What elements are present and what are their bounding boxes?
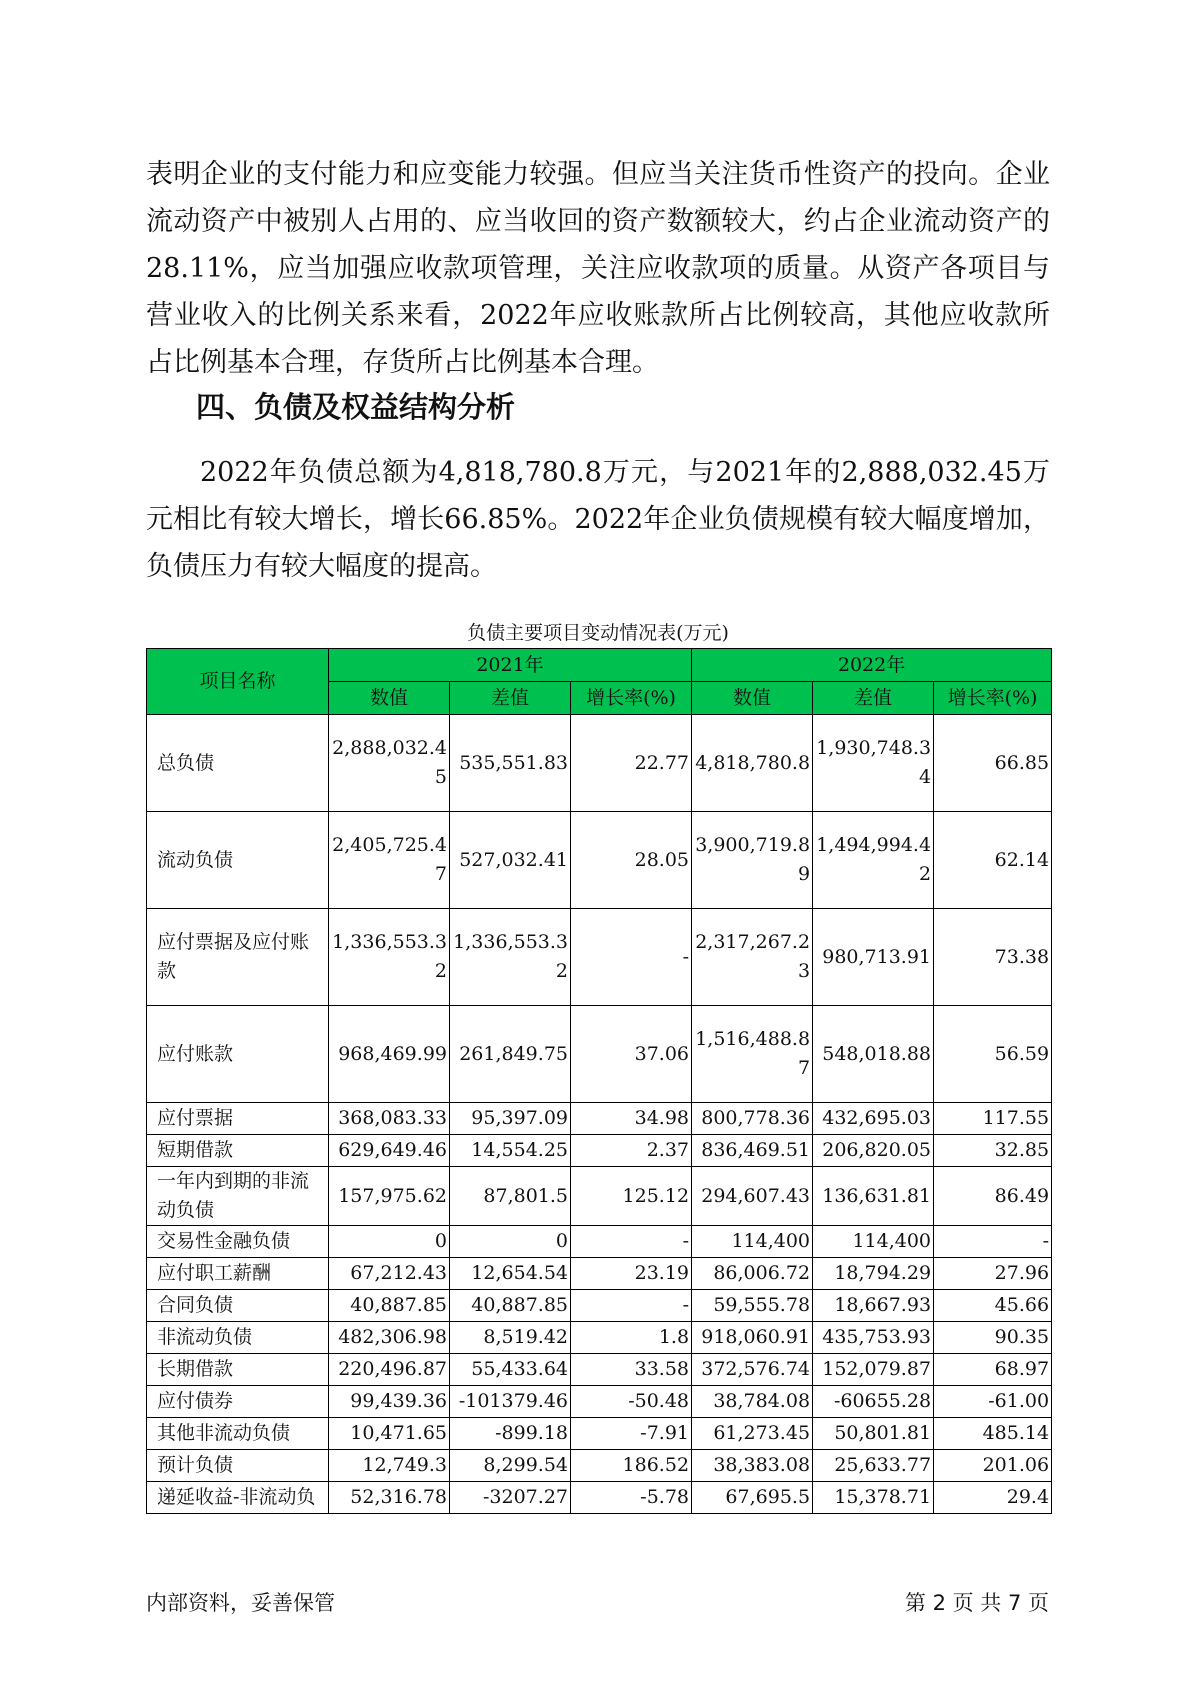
footer-confidential: 内部资料，妥善保管: [146, 1591, 335, 1615]
row-label: 一年内到期的非流动负债: [147, 1167, 329, 1226]
header-year-2021: 2021年: [329, 649, 692, 682]
cell-d1: -899.18: [450, 1418, 571, 1450]
cell-r2: 68.97: [934, 1354, 1052, 1386]
cell-v1: 368,083.33: [329, 1103, 450, 1135]
cell-r1: -: [571, 1290, 692, 1322]
cell-v1: 67,212.43: [329, 1258, 450, 1290]
cell-d2: -60655.28: [813, 1386, 934, 1418]
header-value-2021: 数值: [329, 682, 450, 715]
row-label: 交易性金融负债: [147, 1226, 329, 1258]
row-label: 总负债: [147, 715, 329, 812]
cell-v1: 99,439.36: [329, 1386, 450, 1418]
cell-d2: 136,631.81: [813, 1167, 934, 1226]
cell-r2: -: [934, 1226, 1052, 1258]
paragraph-liability-summary: 2022年负债总额为4,818,780.8万元，与2021年的2,888,032.45万元相比有较大增长，增长66.85%。2022年企业负债规模有较大幅度增加，负债压力有较大幅度的提高。: [146, 457, 1050, 582]
cell-v1: 1,336,553.32: [329, 909, 450, 1006]
cell-d1: 8,519.42: [450, 1322, 571, 1354]
cell-v1: 968,469.99: [329, 1006, 450, 1103]
cell-d1: -3207.27: [450, 1482, 571, 1514]
cell-r1: 2.37: [571, 1135, 692, 1167]
row-label: 流动负债: [147, 812, 329, 909]
cell-d1: 40,887.85: [450, 1290, 571, 1322]
cell-d2: 15,378.71: [813, 1482, 934, 1514]
row-label: 短期借款: [147, 1135, 329, 1167]
cell-r2: 29.4: [934, 1482, 1052, 1514]
table-body: [147, 715, 1052, 1514]
cell-r1: -7.91: [571, 1418, 692, 1450]
cell-d1: 0: [450, 1226, 571, 1258]
cell-d2: 25,633.77: [813, 1450, 934, 1482]
cell-r1: 28.05: [571, 812, 692, 909]
cell-d1: 95,397.09: [450, 1103, 571, 1135]
cell-v1: 40,887.85: [329, 1290, 450, 1322]
cell-d2: 114,400: [813, 1226, 934, 1258]
cell-r1: 37.06: [571, 1006, 692, 1103]
table-row: [147, 1322, 1052, 1354]
cell-d1: 55,433.64: [450, 1354, 571, 1386]
cell-r2: 45.66: [934, 1290, 1052, 1322]
cell-v1: 629,649.46: [329, 1135, 450, 1167]
header-diff-2022: 差值: [813, 682, 934, 715]
cell-r1: 23.19: [571, 1258, 692, 1290]
row-label: 合同负债: [147, 1290, 329, 1322]
row-label: 应付职工薪酬: [147, 1258, 329, 1290]
cell-d1: 261,849.75: [450, 1006, 571, 1103]
cell-r1: -5.78: [571, 1482, 692, 1514]
cell-r2: -61.00: [934, 1386, 1052, 1418]
cell-v2: 61,273.45: [692, 1418, 813, 1450]
cell-d2: 18,794.29: [813, 1258, 934, 1290]
cell-v2: 4,818,780.8: [692, 715, 813, 812]
cell-r1: 186.52: [571, 1450, 692, 1482]
table-row: [147, 1167, 1052, 1226]
cell-v2: 836,469.51: [692, 1135, 813, 1167]
cell-r2: 90.35: [934, 1322, 1052, 1354]
cell-v2: 372,576.74: [692, 1354, 813, 1386]
cell-v2: 38,784.08: [692, 1386, 813, 1418]
cell-v2: 1,516,488.87: [692, 1006, 813, 1103]
cell-v1: 482,306.98: [329, 1322, 450, 1354]
cell-d1: 1,336,553.32: [450, 909, 571, 1006]
row-label: 应付票据: [147, 1103, 329, 1135]
cell-v2: 800,778.36: [692, 1103, 813, 1135]
cell-r2: 86.49: [934, 1167, 1052, 1226]
cell-d1: 87,801.5: [450, 1167, 571, 1226]
table-row: [147, 1135, 1052, 1167]
cell-d1: -101379.46: [450, 1386, 571, 1418]
table-row: [147, 1258, 1052, 1290]
cell-r1: -50.48: [571, 1386, 692, 1418]
cell-d1: 535,551.83: [450, 715, 571, 812]
cell-v2: 2,317,267.23: [692, 909, 813, 1006]
cell-r1: 1.8: [571, 1322, 692, 1354]
cell-d2: 152,079.87: [813, 1354, 934, 1386]
cell-d1: 527,032.41: [450, 812, 571, 909]
cell-r2: 66.85: [934, 715, 1052, 812]
header-value-2022: 数值: [692, 682, 813, 715]
header-rate-2022: 增长率(%): [934, 682, 1052, 715]
cell-d1: 12,654.54: [450, 1258, 571, 1290]
row-label: 递延收益-非流动负: [147, 1482, 329, 1514]
row-label: 应付账款: [147, 1006, 329, 1103]
cell-r2: 56.59: [934, 1006, 1052, 1103]
cell-r2: 117.55: [934, 1103, 1052, 1135]
table-row: [147, 1354, 1052, 1386]
cell-v2: 67,695.5: [692, 1482, 813, 1514]
table-row: [147, 909, 1052, 1006]
cell-v2: 38,383.08: [692, 1450, 813, 1482]
cell-r2: 485.14: [934, 1418, 1052, 1450]
cell-v1: 52,316.78: [329, 1482, 450, 1514]
row-label: 非流动负债: [147, 1322, 329, 1354]
row-label: 应付票据及应付账款: [147, 909, 329, 1006]
table-row: [147, 1450, 1052, 1482]
header-rate-2021: 增长率(%): [571, 682, 692, 715]
cell-d2: 432,695.03: [813, 1103, 934, 1135]
cell-r2: 32.85: [934, 1135, 1052, 1167]
cell-r2: 62.14: [934, 812, 1052, 909]
cell-d2: 548,018.88: [813, 1006, 934, 1103]
cell-r1: 33.58: [571, 1354, 692, 1386]
cell-d2: 435,753.93: [813, 1322, 934, 1354]
cell-r1: 125.12: [571, 1167, 692, 1226]
section-heading: 四、负债及权益结构分析: [196, 390, 516, 424]
table-row: [147, 1103, 1052, 1135]
row-label: 预计负债: [147, 1450, 329, 1482]
footer-page-number: 第 2 页 共 7 页: [904, 1591, 1049, 1615]
cell-r2: 27.96: [934, 1258, 1052, 1290]
table-row: [147, 1290, 1052, 1322]
liability-table: [146, 648, 1052, 1514]
cell-v1: 0: [329, 1226, 450, 1258]
cell-v1: 12,749.3: [329, 1450, 450, 1482]
cell-v2: 86,006.72: [692, 1258, 813, 1290]
cell-d2: 50,801.81: [813, 1418, 934, 1450]
cell-v1: 2,405,725.47: [329, 812, 450, 909]
cell-v2: 294,607.43: [692, 1167, 813, 1226]
cell-v1: 220,496.87: [329, 1354, 450, 1386]
cell-r2: 201.06: [934, 1450, 1052, 1482]
cell-d2: 1,494,994.42: [813, 812, 934, 909]
cell-d2: 1,930,748.34: [813, 715, 934, 812]
cell-d1: 14,554.25: [450, 1135, 571, 1167]
cell-r1: -: [571, 1226, 692, 1258]
cell-r1: -: [571, 909, 692, 1006]
cell-v2: 114,400: [692, 1226, 813, 1258]
row-label: 应付债券: [147, 1386, 329, 1418]
table-row: [147, 715, 1052, 812]
row-label: 长期借款: [147, 1354, 329, 1386]
cell-d2: 18,667.93: [813, 1290, 934, 1322]
header-item-name: 项目名称: [147, 649, 329, 715]
table-caption: 负债主要项目变动情况表(万元): [467, 622, 729, 644]
cell-v2: 3,900,719.89: [692, 812, 813, 909]
cell-r1: 22.77: [571, 715, 692, 812]
table-row: [147, 1006, 1052, 1103]
header-diff-2021: 差值: [450, 682, 571, 715]
cell-d2: 980,713.91: [813, 909, 934, 1006]
table-row: [147, 1226, 1052, 1258]
cell-v1: 2,888,032.45: [329, 715, 450, 812]
cell-v2: 59,555.78: [692, 1290, 813, 1322]
cell-r1: 34.98: [571, 1103, 692, 1135]
cell-d1: 8,299.54: [450, 1450, 571, 1482]
cell-d2: 206,820.05: [813, 1135, 934, 1167]
table-row: [147, 1386, 1052, 1418]
table-row: [147, 1482, 1052, 1514]
cell-v1: 10,471.65: [329, 1418, 450, 1450]
row-label: 其他非流动负债: [147, 1418, 329, 1450]
cell-v1: 157,975.62: [329, 1167, 450, 1226]
table-row: [147, 1418, 1052, 1450]
table-row: [147, 812, 1052, 909]
cell-v2: 918,060.91: [692, 1322, 813, 1354]
paragraph-asset-analysis: 表明企业的支付能力和应变能力较强。但应当关注货币性资产的投向。企业流动资产中被别人占用的、应当收回的资产数额较大，约占企业流动资产的28.11%，应当加强应收款项管理，关注应收款项的质量。从资产各项目与营业收入的比例关系来看，2022年应收账款所占比例较高，其他应收款所占比例基本合理，存货所占比例基本合理。: [146, 159, 1050, 378]
cell-r2: 73.38: [934, 909, 1052, 1006]
header-year-2022: 2022年: [692, 649, 1052, 682]
